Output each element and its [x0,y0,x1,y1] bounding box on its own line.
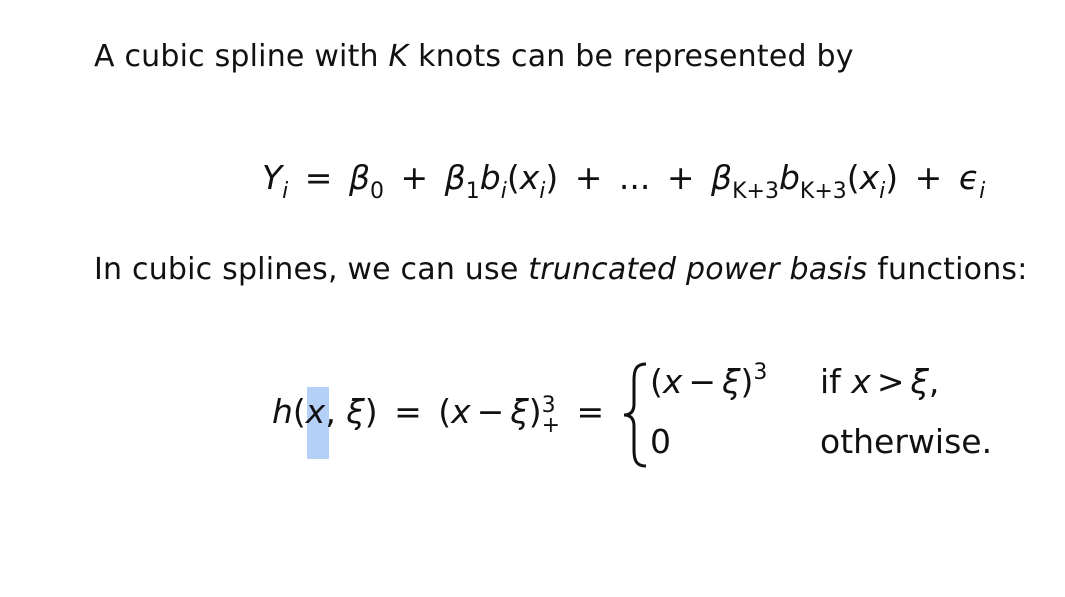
eq1-close-1: ) [545,158,559,197]
eq2-minus: − [476,392,505,431]
eq1-b1: b [479,158,501,197]
eq1-b1-sub: i [500,179,507,204]
case1-if: if [820,362,852,401]
eq1-Y: Y [262,158,283,197]
eq2-x-2: x [451,392,471,431]
case1-cube: 3 [753,360,768,385]
case2-zero: 0 [650,422,671,461]
eq1-eps-sub: i [979,179,986,204]
truncated-power-equation [272,392,610,438]
eq1-x-2-sub: i [879,179,886,204]
eq1-close-2: ) [885,158,899,197]
eq1-beta0-sub: 0 [370,179,385,204]
eq2-cube: 3 [541,392,556,418]
eq1-equals: = [304,158,333,197]
eq1-betaK: β [711,158,733,197]
case1-xi: ξ [722,362,741,401]
eq1-open-1: ( [506,158,520,197]
case1-condition [820,362,939,402]
cases-brace-icon [618,360,654,470]
eq1-Y-sub: i [282,179,289,204]
case1-cond-xi: ξ [910,362,929,401]
spline-equation [262,158,985,203]
basis-text-italic: truncated power basis [528,252,868,287]
case2-otherwise: otherwise. [820,422,993,461]
case1-x: x [662,362,683,401]
case2-value [650,422,671,462]
eq2-close: ) [364,392,378,431]
eq1-x-1-sub: i [539,179,546,204]
eq1-betaK-sub: K+3 [732,179,779,204]
eq1-plus-3: + [666,158,695,197]
eq1-plus-1: + [400,158,429,197]
eq1-open-2: ( [846,158,860,197]
case1-close: ) [740,362,754,401]
eq1-eps: ϵ [958,158,980,197]
eq1-bK-sub: K+3 [799,179,847,204]
eq2-comma: , [325,392,347,431]
basis-text-after: functions: [867,252,1028,287]
eq1-x-2: x [859,158,880,197]
intro-text [94,38,854,76]
intro-text-knots-symbol: K [388,39,409,74]
case1-minus: − [688,362,717,401]
intro-text-after: knots can be represented by [408,39,854,74]
eq1-x-1: x [519,158,540,197]
eq1-beta1-sub: 1 [465,179,480,204]
eq2-supsub [541,392,561,438]
eq2-xi: ξ [346,392,365,431]
eq2-h: h [272,392,293,431]
eq2-plus-sub: + [541,412,561,438]
eq2-xi-2: ξ [510,392,529,431]
eq2-equals-2: = [576,392,605,431]
eq1-bK: b [778,158,800,197]
eq2-close-2: ) [528,392,542,431]
eq2-open: ( [292,392,306,431]
basis-text [94,251,1028,289]
eq1-plus-4: + [914,158,943,197]
case1-open: ( [650,362,663,401]
case2-condition [820,422,992,462]
intro-text-before: A cubic spline with [94,39,389,74]
eq2-x[interactable]: x [305,392,326,431]
basis-text-before: In cubic splines, we can use [94,252,529,287]
eq1-beta1: β [444,158,466,197]
case1-comma: , [928,362,940,401]
eq2-open-2: ( [438,392,452,431]
case1-cond-x: x [851,362,871,401]
eq1-beta0: β [348,158,371,197]
eq2-equals-1: = [394,392,422,431]
eq1-ellipsis: ... [618,158,651,197]
case1-value [650,362,767,407]
eq1-plus-2: + [574,158,603,197]
case1-gt: > [876,362,905,401]
